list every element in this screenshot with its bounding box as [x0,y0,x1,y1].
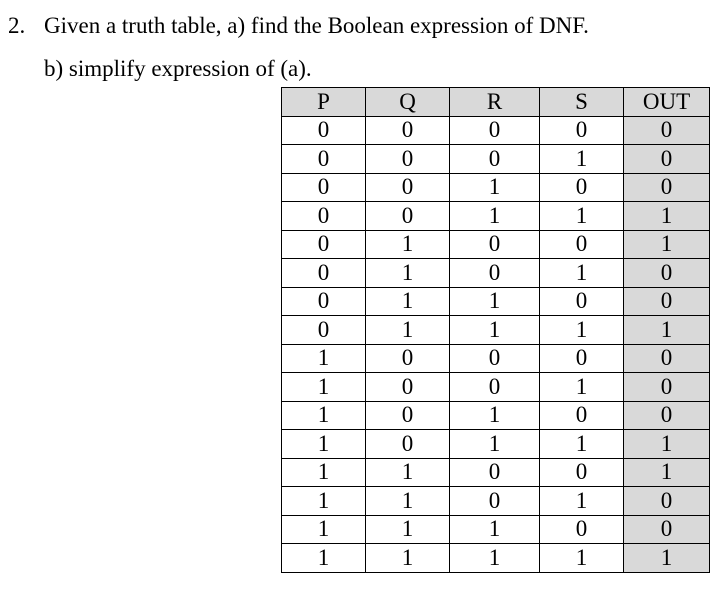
cell-p: 0 [282,202,366,231]
cell-r: 0 [450,373,540,402]
cell-s: 0 [540,287,624,316]
table-row [282,544,710,573]
table-row [282,287,710,316]
question-part-a: Given a truth table, a) find the Boolean expression of DNF. [44,13,589,38]
cell-out: 1 [624,230,710,259]
table-row [282,259,710,288]
table-row [282,145,710,174]
cell-out: 1 [624,202,710,231]
cell-p: 0 [282,316,366,345]
cell-q: 1 [366,458,450,487]
cell-s: 1 [540,544,624,573]
cell-out: 0 [624,487,710,516]
truth-table-header-row [282,88,710,117]
cell-s: 0 [540,230,624,259]
cell-s: 0 [540,173,624,202]
header-s: S [540,88,624,117]
cell-p: 1 [282,373,366,402]
cell-r: 0 [450,259,540,288]
cell-p: 1 [282,515,366,544]
cell-out: 0 [624,344,710,373]
cell-q: 0 [366,373,450,402]
header-p: P [282,88,366,117]
cell-r: 1 [450,430,540,459]
table-row [282,173,710,202]
question-line [8,12,589,40]
cell-q: 0 [366,202,450,231]
cell-out: 1 [624,544,710,573]
cell-r: 1 [450,202,540,231]
cell-s: 0 [540,515,624,544]
cell-p: 0 [282,145,366,174]
cell-r: 0 [450,487,540,516]
cell-r: 0 [450,230,540,259]
table-row [282,487,710,516]
cell-p: 1 [282,344,366,373]
cell-r: 0 [450,458,540,487]
question-number: 2. [8,13,26,38]
table-row [282,401,710,430]
cell-q: 0 [366,116,450,145]
cell-s: 0 [540,344,624,373]
cell-out: 0 [624,401,710,430]
cell-q: 1 [366,316,450,345]
table-row [282,458,710,487]
cell-s: 1 [540,316,624,345]
cell-r: 0 [450,116,540,145]
cell-p: 1 [282,458,366,487]
cell-out: 1 [624,316,710,345]
cell-out: 0 [624,145,710,174]
table-row [282,230,710,259]
cell-r: 1 [450,515,540,544]
cell-r: 1 [450,401,540,430]
cell-out: 1 [624,430,710,459]
table-row [282,430,710,459]
table-row [282,515,710,544]
cell-p: 0 [282,116,366,145]
cell-r: 1 [450,316,540,345]
cell-q: 0 [366,344,450,373]
cell-q: 0 [366,401,450,430]
cell-r: 1 [450,287,540,316]
cell-s: 0 [540,401,624,430]
cell-s: 1 [540,259,624,288]
cell-r: 1 [450,173,540,202]
cell-out: 1 [624,458,710,487]
cell-s: 1 [540,373,624,402]
table-row [282,316,710,345]
cell-s: 1 [540,202,624,231]
cell-s: 1 [540,487,624,516]
cell-s: 1 [540,145,624,174]
header-q: Q [366,88,450,117]
cell-p: 0 [282,259,366,288]
table-row [282,116,710,145]
cell-out: 0 [624,116,710,145]
cell-out: 0 [624,173,710,202]
cell-p: 1 [282,544,366,573]
cell-q: 1 [366,487,450,516]
cell-out: 0 [624,259,710,288]
cell-s: 0 [540,458,624,487]
table-row [282,373,710,402]
cell-q: 0 [366,173,450,202]
question-part-b: b) simplify expression of (a). [44,56,312,81]
cell-out: 0 [624,515,710,544]
cell-r: 0 [450,344,540,373]
cell-out: 0 [624,287,710,316]
cell-q: 1 [366,287,450,316]
cell-q: 1 [366,259,450,288]
cell-q: 1 [366,544,450,573]
cell-p: 1 [282,430,366,459]
cell-p: 0 [282,173,366,202]
cell-p: 1 [282,487,366,516]
cell-s: 0 [540,116,624,145]
cell-p: 1 [282,401,366,430]
cell-r: 0 [450,145,540,174]
cell-out: 0 [624,373,710,402]
cell-p: 0 [282,230,366,259]
cell-q: 0 [366,145,450,174]
header-r: R [450,88,540,117]
table-row [282,344,710,373]
cell-r: 1 [450,544,540,573]
cell-s: 1 [540,430,624,459]
truth-table [281,87,710,573]
cell-q: 0 [366,430,450,459]
cell-q: 1 [366,515,450,544]
header-out: OUT [624,88,710,117]
cell-q: 1 [366,230,450,259]
cell-p: 0 [282,287,366,316]
table-row [282,202,710,231]
